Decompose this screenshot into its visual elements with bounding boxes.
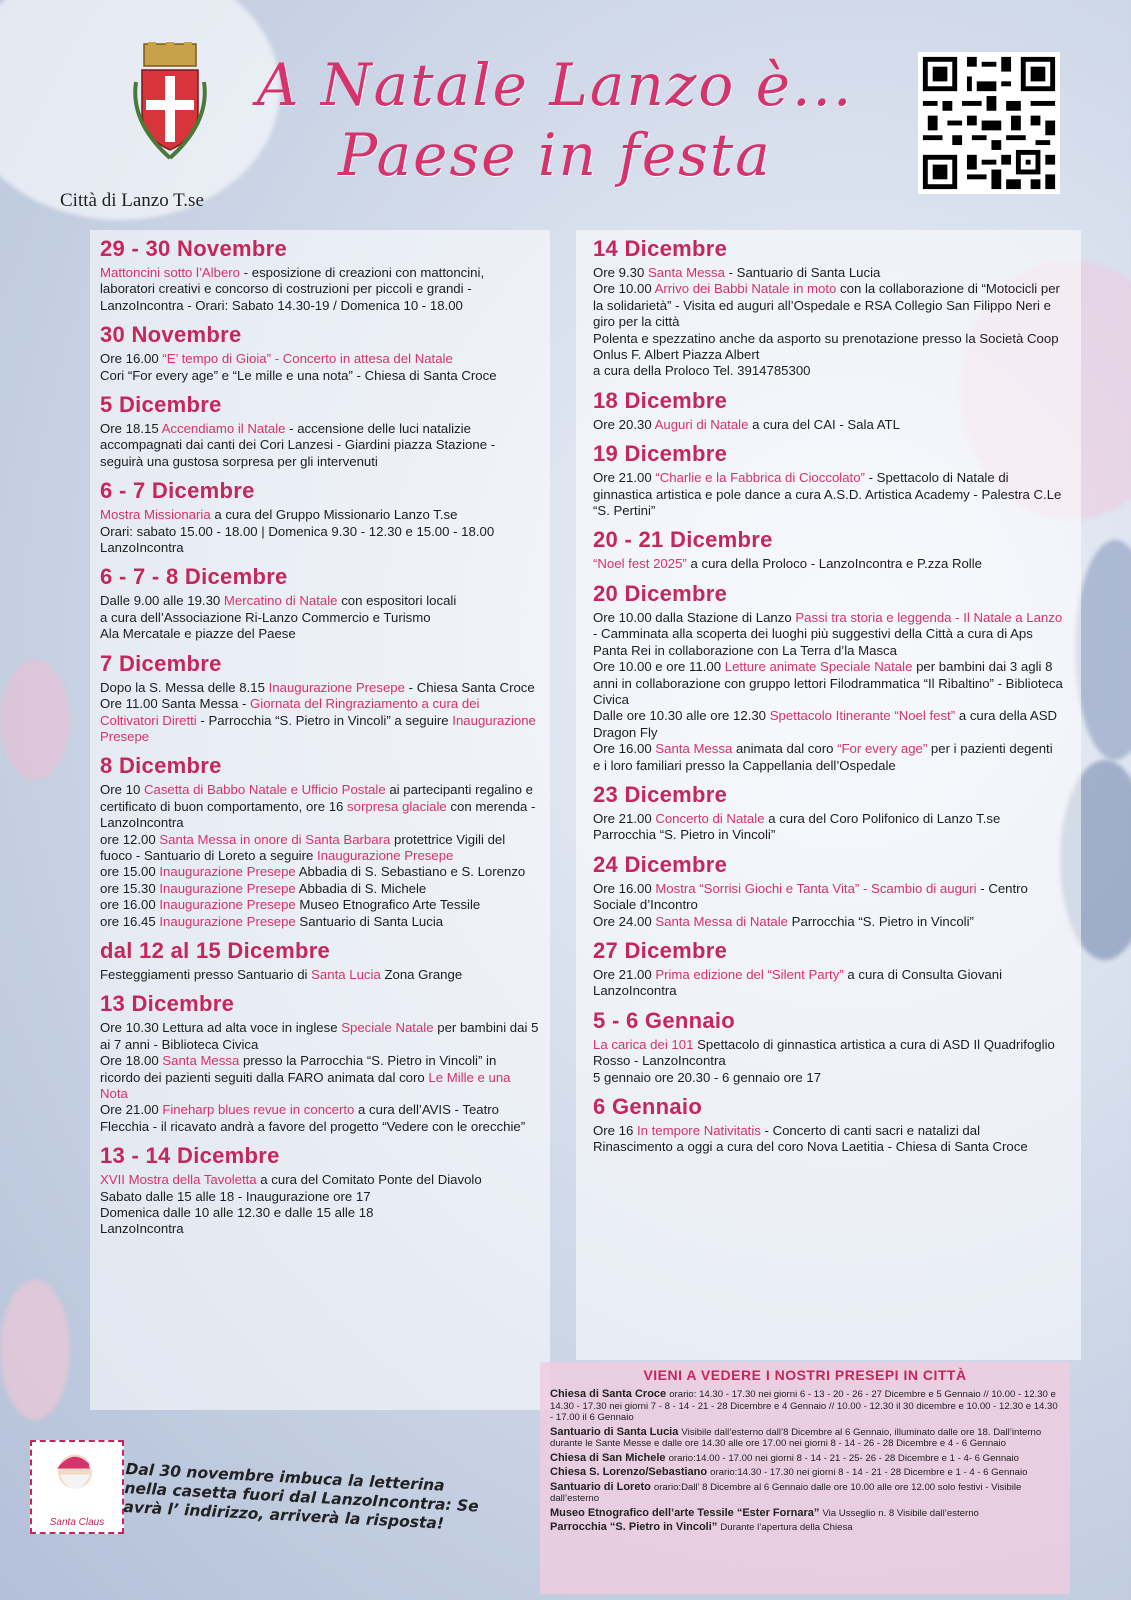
event-highlight: Passi tra storia e leggenda - Il Natale a Lanzo [795,609,1063,625]
event-line [593,331,1063,364]
event-line [593,610,1063,659]
event-line [100,1205,540,1221]
event-text: - esposizione di creazioni con mattoncini, laboratori creativi e concorso di costruzioni per piccoli e grandi - LanzoIncontra - Orari: Sabato 14.30-19 / Domenica 10 - 18.00 [100,265,485,313]
event-text: Ore 16.00 [593,741,656,757]
presepe-item [550,1508,1060,1520]
presepe-place: Chiesa S. Lorenzo/Sebastiano [550,1466,711,1478]
event-highlight: Speciale Natale [341,1020,434,1036]
event-line [100,524,540,540]
left-events-column [100,236,540,1238]
event-text: Ore 10.30 Lettura ad alta voce in inglese [100,1020,342,1036]
event-date-heading: 6 - 7 Dicembre [100,478,255,504]
presepe-item [550,1482,1060,1505]
event-line [100,1189,540,1205]
event-highlight: “Charlie e la Fabbrica di Cioccolato” [655,470,865,486]
event-line [100,626,540,642]
event-text: a cura del Coro Polifonico di Lanzo T.se Parrocchia “S. Pietro in Vincoli” [593,810,1001,843]
stamp-label: Santa Claus [49,1517,105,1528]
presepe-item [550,1453,1060,1465]
presepe-place: Chiesa di San Michele [550,1451,669,1464]
event-line [100,421,540,470]
event-highlight: Inaugurazione Presepe [100,712,536,744]
event-line [593,265,1063,281]
event-line [593,1037,1063,1070]
ornament-decoration [1075,540,1131,760]
event-line [100,782,540,831]
event-text: Dopo la S. Messa delle 8.15 [100,679,269,695]
city-crest-icon [130,42,210,162]
event-text: - Parrocchia “S. Pietro in Vincoli” a seguire [196,712,453,728]
event-text: a cura del Comitato Ponte del Diavolo [256,1172,482,1188]
event-line [100,1053,540,1102]
event-text: - Chiesa Santa Croce [404,679,535,695]
event-highlight: “E’ tempo di Gioia” - Concerto in attesa del Natale [162,351,453,367]
event-text: animata dal coro [732,741,838,757]
event-highlight: Fineharp blues revue in concerto [162,1102,355,1118]
event-text: ore 15.00 [100,864,160,880]
event-date-heading: 13 Dicembre [100,991,235,1017]
event-text: protettrice Vigili del fuoco - Santuario di Loreto a seguire [100,831,506,863]
event-text: con espositori locali [337,593,457,609]
event-line [100,1102,540,1135]
event-text: Ore 10.00 dalla Stazione di Lanzo [593,609,796,625]
event-highlight: In tempore Nativitatis [636,1123,761,1138]
event-line [100,864,540,880]
event-highlight: Spettacolo Itinerante “Noel fest” [769,708,956,724]
event-highlight: Accendiamo il Natale [161,421,286,437]
event-highlight: Mostra “Sorrisi Giochi e Tanta Vita” - Scambio di auguri [655,880,977,896]
event-highlight: sorpresa glaciale [347,798,447,814]
event-text: Polenta e spezzatino anche da asporto su prenotazione presso la Società Coop Onlus F. Albert Piazza Albert [593,330,1059,363]
event-text: Zona Grange [380,966,463,982]
event-text: Festeggiamenti presso Santuario di [100,966,312,982]
event-highlight: Mercatino di Natale [223,593,338,609]
event-line [100,832,540,865]
presepi-list [540,1383,1070,1534]
event-text: Ala Mercatale e piazze del Paese [100,626,296,642]
event-text: Ore 11.00 Santa Messa - [100,696,251,712]
event-text: Dalle ore 10.30 alle ore 12.30 [593,708,770,724]
presepe-hours: Visibile dall’esterno dall’8 Dicembre al 6 Gennaio, illuminato dalle ore 18. Dall’interno durante le Sante Messe e dalle ore 14.30 alle ore 17.00 nei giorni 8 - 14 - 26 - 28 Dicembre e 4 - 6 Gennaio [550,1426,1042,1449]
presepe-hours: Via Usseglio n. 8 Visibile dall’esterno [822,1507,979,1519]
event-text: per bambini dai 5 ai 7 anni - Biblioteca Civica [100,1020,539,1052]
event-highlight: Giornata del Ringraziamento a cura dei Coltivatori Diretti [100,696,480,728]
event-text: Santuario di Santa Lucia [295,913,444,929]
event-text: - accensione delle luci natalizie accompagnati dai canti dei Cori Lanzesi - Giardini piazza Stazione - seguirà una gustosa sorpresa per gli intervenuti [100,421,496,469]
event-line [100,897,540,913]
event-text: a cura di Consulta Giovani LanzoIncontra [593,966,1003,999]
event-text: a cura dell’Associazione Ri-Lanzo Commercio e Turismo [100,609,431,625]
city-name: Città di Lanzo T.se [60,190,204,211]
event-text: Museo Etnografico Arte Tessile [295,897,481,913]
event-text: Ore 21.00 [593,966,656,982]
presepi-title: VIENI A VEDERE I NOSTRI PRESEPI IN CITTÀ [643,1367,967,1383]
presepe-hours: orario:14.30 - 17.30 nei giorni 8 - 14 - 21 - 28 Dicembre e 1 - 4 - 6 Gennaio [710,1467,1028,1478]
event-text: a cura della Proloco - LanzoIncontra e P.zza Rolle [686,556,983,572]
event-text: - Camminata alla scoperta dei luoghi più suggestivi della Città a cura di Aps Panta Rei in collaborazione con La Terra d’la Masca [593,626,1033,658]
event-text: Abbadia di S. Sebastiano e S. Lorenzo [295,864,526,880]
event-text: Ore 21.00 [100,1102,163,1118]
presepe-item [550,1522,1060,1534]
event-text: Ore 18.15 [100,421,162,437]
event-text: Ore 10 [100,782,144,798]
event-line [100,540,540,556]
event-date-heading: 14 Dicembre [593,236,728,261]
event-text: 5 gennaio ore 20.30 - 6 gennaio ore 17 [593,1069,822,1085]
event-highlight: Santa Messa di Natale [655,913,788,929]
event-line [593,741,1063,774]
event-line [100,881,540,897]
event-line [100,680,540,696]
page-title [230,50,880,190]
event-line [593,470,1063,519]
presepe-hours: orario: 14.30 - 17.30 nei giorni 6 - 13 - 20 - 26 - 27 Dicembre e 5 Gennaio // 10.00 - 12.30 e 14.30 - 17.30 nei giorni 7 - 8 - 14 - 21 - 28 Dicembre e 4 Gennaio // 10.00 - 12.30 il 30 dicembre e 10.00 - 12.30 e 14.30 - 17.00 il 6 Gennaio [550,1389,1058,1423]
event-text: Domenica dalle 10 alle 12.30 e dalle 15 alle 18 [100,1205,374,1221]
event-text: a cura del Gruppo Missionario Lanzo T.se [210,507,458,523]
event-highlight: Mostra Missionaria [100,507,211,523]
presepe-item [550,1427,1060,1450]
event-text: Ore 10.00 [593,281,655,297]
event-line [593,556,1063,572]
event-date-heading: 7 Dicembre [100,650,222,676]
event-line [593,967,1063,1000]
flower-decoration [0,1280,70,1420]
event-line [593,914,1063,930]
event-text: a cura del CAI - Sala ATL [748,416,900,432]
presepe-place: Santuario di Santa Lucia [550,1425,682,1438]
event-line [100,265,540,314]
event-text: - Centro Sociale d’Incontro [593,880,1028,913]
event-line [593,659,1063,708]
event-date-heading: 6 Gennaio [593,1094,703,1119]
event-highlight: Le Mille e una Nota [100,1069,511,1101]
event-highlight: Inaugurazione Presepe [317,847,454,863]
event-line [100,914,540,930]
qr-code-icon[interactable] [918,52,1060,194]
event-highlight: “For every age” [837,741,928,757]
event-highlight: Inaugurazione Presepe [159,880,296,896]
event-line [593,363,1063,379]
event-text: - Concerto di canti sacri e natalizi dal Rinascimento a oggi a cura del coro Nova Laetitia - Chiesa di Santa Croce [593,1123,1028,1155]
event-highlight: Arrivo dei Babbi Natale in moto [654,281,837,297]
event-highlight: Santa Messa [647,265,725,280]
event-text: ore 15.30 [100,880,160,896]
event-text: ore 16.45 [100,913,160,929]
presepe-item [550,1467,1060,1479]
event-text: Ore 18.00 [100,1053,163,1069]
event-highlight: “Noel fest 2025” [593,556,687,572]
event-date-heading: 20 Dicembre [593,580,728,606]
event-text: a cura della Proloco Tel. 3914785300 [593,363,811,379]
event-highlight: Mattoncini sotto l’Albero [100,265,241,280]
event-line [100,1020,540,1053]
event-text: per bambini dai 3 agli 8 anni in collaborazione con gruppo lettori Filodrammatica “Il Ribaltino” - Biblioteca Civica [593,659,1063,707]
event-text: - Spettacolo di Natale di ginnastica artistica e pole dance a cura A.S.D. Artistica Academy - Palestra C.Le “S. Pertini” [593,470,1062,519]
event-text: Ore 16.00 [100,351,163,367]
event-date-heading: 19 Dicembre [593,441,728,467]
title-line-1: A Natale Lanzo è... [256,51,854,119]
event-text: Ore 21.00 [593,470,656,486]
event-text: Orari: sabato 15.00 - 18.00 | Domenica 9.30 - 12.30 e 15.00 - 18.00 [100,523,495,539]
event-text: per i pazienti degenti e i loro familiari presso la Cappellania dell’Ospedale [593,741,1053,773]
right-events-column [593,236,1063,1156]
event-text: Ore 10.00 e ore 11.00 [593,659,725,675]
event-date-heading: 5 Dicembre [100,392,222,418]
presepe-hours: orario:Dall’ 8 Dicembre al 6 Gennaio dalle ore 10.00 alle ore 12.00 solo festivi - Visibile dall’esterno [550,1481,1022,1504]
event-text: ore 12.00 [100,831,160,847]
event-line [100,610,540,626]
event-date-heading: 18 Dicembre [593,387,728,413]
event-text: presso la Parrocchia “S. Pietro in Vincoli” in ricordo dei pazienti seguiti dalla FARO animata dal coro [100,1053,497,1085]
event-text: Dalle 9.00 alle 19.30 [100,593,224,609]
event-highlight: Inaugurazione Presepe [159,913,296,929]
event-line [593,417,1063,433]
event-line [100,593,540,609]
event-line [593,281,1063,330]
event-line [100,507,540,523]
event-text: LanzoIncontra [100,1221,184,1237]
presepe-item [550,1389,1060,1424]
event-date-heading: 20 - 21 Dicembre [593,527,773,553]
event-date-heading: 13 - 14 Dicembre [100,1143,280,1169]
event-text: Ore 20.30 [593,416,655,432]
event-highlight: Letture animate Speciale Natale [724,659,913,675]
event-line [593,708,1063,741]
event-highlight: Inaugurazione Presepe [159,864,296,880]
event-text: Parrocchia “S. Pietro in Vincoli” [788,913,974,929]
event-highlight: Casetta di Babbo Natale e Ufficio Postale [143,782,386,798]
letter-note: Dal 30 novembre imbuca la letterina nella casetta fuori dal LanzoIncontra: Se avrà l’ indirizzo, arriverà la risposta! [123,1460,480,1533]
event-line [593,1123,1063,1156]
presepe-hours: orario:14.00 - 17.00 nei giorni 8 - 14 - 21 - 25- 26 - 28 Dicembre e 1 - 4- 6 Gennaio [668,1452,1019,1464]
event-text: Sabato dalle 15 alle 18 - Inaugurazione ore 17 [100,1188,371,1204]
event-text: Ore 24.00 [593,913,656,929]
event-date-heading: 5 - 6 Gennaio [593,1007,736,1033]
event-text: LanzoIncontra [100,540,184,556]
event-text: con la collaborazione di “Motocicli per la solidarietà” - Visita ed auguri all’Ospedale e RSA Collegio San Filippo Neri e giro per la città [593,281,1060,330]
event-text: Ore 9.30 [593,265,648,280]
santa-claus-icon [32,1442,118,1512]
event-line [100,1172,540,1188]
event-text: - Santuario di Santa Lucia [724,265,881,280]
event-line [593,811,1063,844]
event-date-heading: dal 12 al 15 Dicembre [100,937,331,963]
event-text: Ore 16.00 [593,880,656,896]
presepe-place: Santuario di Loreto [550,1480,654,1493]
santa-stamp [30,1440,124,1534]
event-line [100,1221,540,1237]
event-text: a cura della ASD Dragon Fly [593,708,1058,740]
event-date-heading: 27 Dicembre [593,937,728,963]
event-text: a cura dell’AVIS - Teatro Flecchia - il ricavato andrà a favore del progetto “Vedere con le orecchie” [100,1102,526,1134]
event-text: Ore 16 [593,1123,637,1138]
event-text: ai partecipanti regalino e certificato di buon comportamento, ore 16 [100,782,534,814]
event-line [100,351,540,367]
event-highlight: Santa Messa [655,741,733,757]
event-text: Abbadia di S. Michele [295,880,427,896]
event-line [100,368,540,384]
presepe-place: Chiesa di Santa Croce [550,1388,670,1400]
header [0,0,1131,230]
event-line [593,1070,1063,1086]
event-text: Ore 21.00 [593,810,656,826]
event-date-heading: 29 - 30 Novembre [100,236,287,261]
event-date-heading: 30 Novembre [100,322,242,348]
event-highlight: Santa Messa [162,1053,240,1069]
presepi-box [540,1362,1070,1594]
event-date-heading: 24 Dicembre [593,851,728,877]
title-line-2: Paese in festa [338,121,772,189]
presepe-place: Parrocchia “S. Pietro in Vincoli” [550,1521,721,1533]
event-text: Spettacolo di ginnastica artistica a cura di ASD Il Quadrifoglio Rosso - LanzoIncontra [593,1036,1055,1069]
event-highlight: Inaugurazione Presepe [268,679,405,695]
event-line [593,881,1063,914]
event-highlight: Auguri di Natale [654,416,749,432]
event-highlight: Prima edizione del “Silent Party” [655,966,844,982]
event-highlight: La carica dei 101 [593,1036,694,1052]
event-date-heading: 6 - 7 - 8 Dicembre [100,564,288,590]
event-highlight: XVII Mostra della Tavoletta [100,1172,257,1188]
event-text: con merenda - LanzoIncontra [100,798,536,831]
event-highlight: Concerto di Natale [655,810,765,826]
event-highlight: Inaugurazione Presepe [159,897,296,913]
event-date-heading: 23 Dicembre [593,781,728,807]
event-highlight: Santa Messa in onore di Santa Barbara [159,831,391,847]
event-highlight: Santa Lucia [311,966,381,982]
event-date-heading: 8 Dicembre [100,753,222,779]
flower-decoration [0,660,70,780]
presepe-hours: Durante l’apertura della Chiesa [720,1522,853,1533]
event-line [100,967,540,983]
event-text: ore 16.00 [100,897,160,913]
presepe-place: Museo Etnografico dell’arte Tessile “Ester Fornara” [550,1506,823,1519]
event-text: Cori “For every age” e “Le mille e una nota” - Chiesa di Santa Croce [100,367,497,383]
event-line [100,696,540,745]
